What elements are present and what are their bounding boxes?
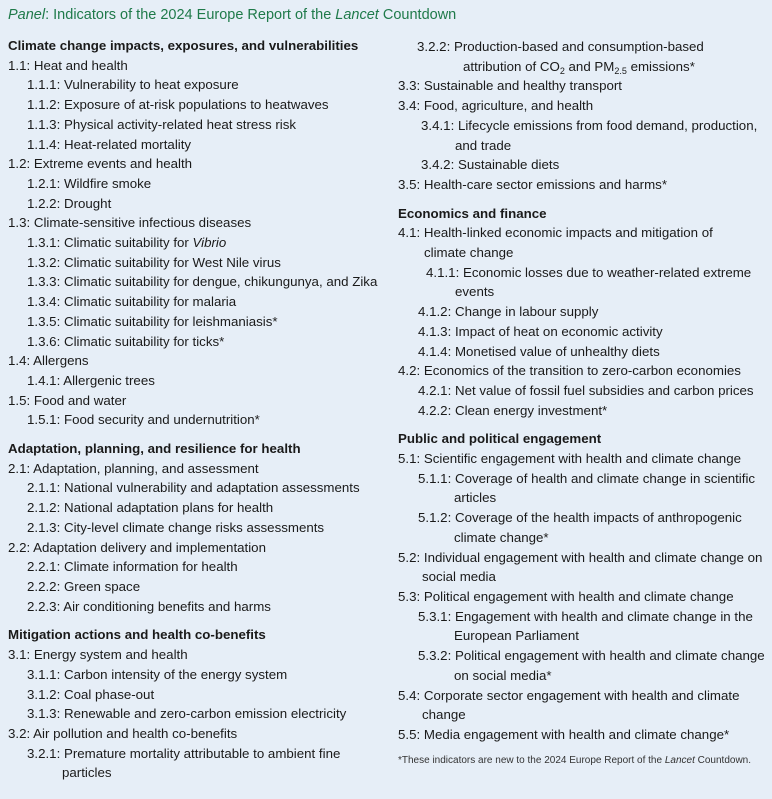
indicator-5-3-2 bbox=[398, 646, 772, 685]
section-heading: Economics and finance bbox=[398, 205, 547, 221]
section-heading: Public and political engagement bbox=[398, 431, 602, 447]
indicator-1-1-3: 1.1.3: Physical activity-related heat stress risk bbox=[27, 116, 296, 132]
indicator-3-4-1 bbox=[398, 116, 759, 155]
indicator-5-1-2 bbox=[398, 508, 758, 547]
title-prefix: Panel bbox=[8, 7, 46, 23]
indicator-text: 3.4.1: Lifecycle emissions from food demand, production, and trade bbox=[421, 117, 758, 153]
indicator-1-3-6: 1.3.6: Climatic suitability for ticks* bbox=[27, 333, 225, 349]
indicator-5-4: 5.4: Corporate sector engagement with health and climate change bbox=[398, 687, 740, 723]
indicator-text: 1.3.1: Climatic suitability for bbox=[27, 235, 193, 251]
indicator-1-2: 1.2: Extreme events and health bbox=[8, 156, 193, 172]
title-italic: Lancet bbox=[335, 7, 379, 23]
indicator-3-1-2: 3.1.2: Coal phase-out bbox=[27, 686, 155, 702]
indicator-3-2: 3.2: Air pollution and health co-benefits bbox=[8, 725, 238, 741]
indicator-3-1-1: 3.1.1: Carbon intensity of the energy system bbox=[27, 666, 288, 682]
title-separator: : bbox=[45, 7, 54, 23]
indicator-1-4: 1.4: Allergens bbox=[8, 353, 89, 369]
indicator-1-1: 1.1: Heat and health bbox=[8, 57, 128, 73]
indicator-5-1: 5.1: Scientific engagement with health and climate change bbox=[398, 451, 741, 467]
indicator-2-2-2: 2.2.2: Green space bbox=[27, 578, 141, 594]
indicator-4-1: 4.1: Health-linked economic impacts and mitigation of climate change bbox=[398, 225, 713, 261]
indicator-1-3-1 bbox=[8, 233, 388, 253]
indicator-3-1: 3.1: Energy system and health bbox=[8, 647, 188, 663]
title-suffix: Countdown bbox=[378, 7, 457, 23]
indicator-text bbox=[417, 37, 737, 76]
section-1 bbox=[8, 36, 388, 430]
subscript: 2.5 bbox=[614, 65, 627, 76]
indicator-3-4-2: 3.4.2: Sustainable diets bbox=[421, 157, 560, 173]
section-heading: Adaptation, planning, and resilience for health bbox=[8, 441, 301, 457]
indicator-1-3: 1.3: Climate-sensitive infectious diseases bbox=[8, 215, 252, 231]
indicator-text: 5.1.1: Coverage of health and climate change in scientific articles bbox=[418, 470, 756, 506]
indicator-text: 5.3.1: Engagement with health and climate change in the European Parliament bbox=[418, 608, 753, 644]
indicator-text: 3.2.1: Premature mortality attributable to ambient fine particles bbox=[27, 745, 341, 781]
indicator-2-1-1: 2.1.1: National vulnerability and adaptation assessments bbox=[27, 480, 360, 496]
indicator-1-3-4: 1.3.4: Climatic suitability for malaria bbox=[27, 294, 237, 310]
footnote-text: Countdown. bbox=[694, 754, 752, 766]
section-4 bbox=[398, 204, 768, 421]
section-3 bbox=[8, 625, 388, 783]
indicator-4-1-4: 4.1.4: Monetised value of unhealthy diets bbox=[418, 343, 660, 359]
indicator-2-2-3: 2.2.3: Air conditioning benefits and harms bbox=[27, 598, 271, 614]
section-3-continued bbox=[398, 37, 768, 195]
indicator-italic-text: Vibrio bbox=[192, 235, 227, 251]
left-column bbox=[8, 36, 388, 783]
indicator-4-1-3: 4.1.3: Impact of heat on economic activity bbox=[418, 323, 663, 339]
indicator-5-3: 5.3: Political engagement with health and climate change bbox=[398, 588, 734, 604]
indicator-1-3-5: 1.3.5: Climatic suitability for leishmaniasis* bbox=[27, 313, 278, 329]
subscript: 2 bbox=[559, 65, 565, 76]
indicator-5-1-1 bbox=[398, 469, 758, 508]
title-main: Indicators of the 2024 Europe Report of the bbox=[53, 7, 336, 23]
indicator-1-5-1: 1.5.1: Food security and undernutrition* bbox=[27, 412, 260, 428]
indicator-text-part: emissions* bbox=[626, 58, 695, 74]
indicator-2-2-1: 2.2.1: Climate information for health bbox=[27, 559, 238, 575]
indicator-1-4-1: 1.4.1: Allergenic trees bbox=[27, 372, 155, 388]
indicator-1-2-1: 1.2.1: Wildfire smoke bbox=[27, 175, 152, 191]
indicator-1-2-2: 1.2.2: Drought bbox=[27, 195, 112, 211]
indicator-1-1-1: 1.1.1: Vulnerability to heat exposure bbox=[27, 77, 239, 93]
indicator-2-1-2: 2.1.2: National adaptation plans for health bbox=[27, 500, 274, 516]
section-heading: Mitigation actions and health co-benefits bbox=[8, 627, 266, 643]
indicator-4-1-1 bbox=[398, 263, 756, 302]
indicator-4-2: 4.2: Economics of the transition to zero-carbon economies bbox=[398, 363, 741, 379]
indicator-5-3-1 bbox=[398, 607, 764, 646]
indicator-text-part: and PM bbox=[564, 58, 615, 74]
indicator-text-part: 3.2.2: Production-based and consumption-based attribution of CO bbox=[417, 39, 704, 74]
indicator-text: 5.3.2: Political engagement with health and climate change on social media* bbox=[418, 648, 765, 683]
indicator-text: 5.1.2: Coverage of the health impacts of anthropogenic climate change* bbox=[418, 510, 742, 545]
panel-title bbox=[8, 7, 456, 23]
footnote-text: *These indicators are new to the 2024 Europe Report of the bbox=[398, 754, 665, 766]
indicator-4-2-2: 4.2.2: Clean energy investment* bbox=[418, 402, 608, 418]
section-heading: Climate change impacts, exposures, and vulnerabilities bbox=[8, 38, 359, 53]
indicator-1-3-3: 1.3.3: Climatic suitability for dengue, chikungunya, and Zika bbox=[27, 274, 378, 290]
indicator-1-5: 1.5: Food and water bbox=[8, 392, 127, 408]
indicator-1-1-4: 1.1.4: Heat-related mortality bbox=[27, 136, 192, 152]
indicator-3-5: 3.5: Health-care sector emissions and harms* bbox=[398, 176, 668, 192]
indicator-1-1-2: 1.1.2: Exposure of at-risk populations to heatwaves bbox=[27, 97, 329, 113]
indicator-5-2: 5.2: Individual engagement with health and climate change on social media bbox=[398, 549, 763, 585]
section-5 bbox=[398, 429, 768, 744]
indicator-1-3-2: 1.3.2: Climatic suitability for West Nile virus bbox=[27, 254, 281, 270]
footnote bbox=[398, 754, 768, 767]
indicator-4-1-2: 4.1.2: Change in labour supply bbox=[418, 304, 599, 320]
section-2 bbox=[8, 439, 388, 616]
indicator-3-1-3: 3.1.3: Renewable and zero-carbon emission electricity bbox=[27, 706, 347, 722]
indicator-2-1-3: 2.1.3: City-level climate change risks assessments bbox=[27, 519, 325, 535]
indicator-text: 4.1.1: Economic losses due to weather-related extreme events bbox=[426, 264, 752, 300]
indicator-3-4: 3.4: Food, agriculture, and health bbox=[398, 98, 594, 114]
indicator-3-2-1 bbox=[8, 744, 347, 783]
indicator-3-2-2 bbox=[398, 37, 737, 76]
footnote-italic: Lancet bbox=[664, 754, 695, 766]
indicator-3-3: 3.3: Sustainable and healthy transport bbox=[398, 78, 622, 94]
right-column bbox=[398, 37, 768, 767]
indicator-2-1: 2.1: Adaptation, planning, and assessment bbox=[8, 460, 259, 476]
indicator-2-2: 2.2: Adaptation delivery and implementation bbox=[8, 539, 266, 555]
indicator-4-2-1: 4.2.1: Net value of fossil fuel subsidies and carbon prices bbox=[418, 382, 754, 398]
indicator-5-5: 5.5: Media engagement with health and climate change* bbox=[398, 726, 730, 742]
